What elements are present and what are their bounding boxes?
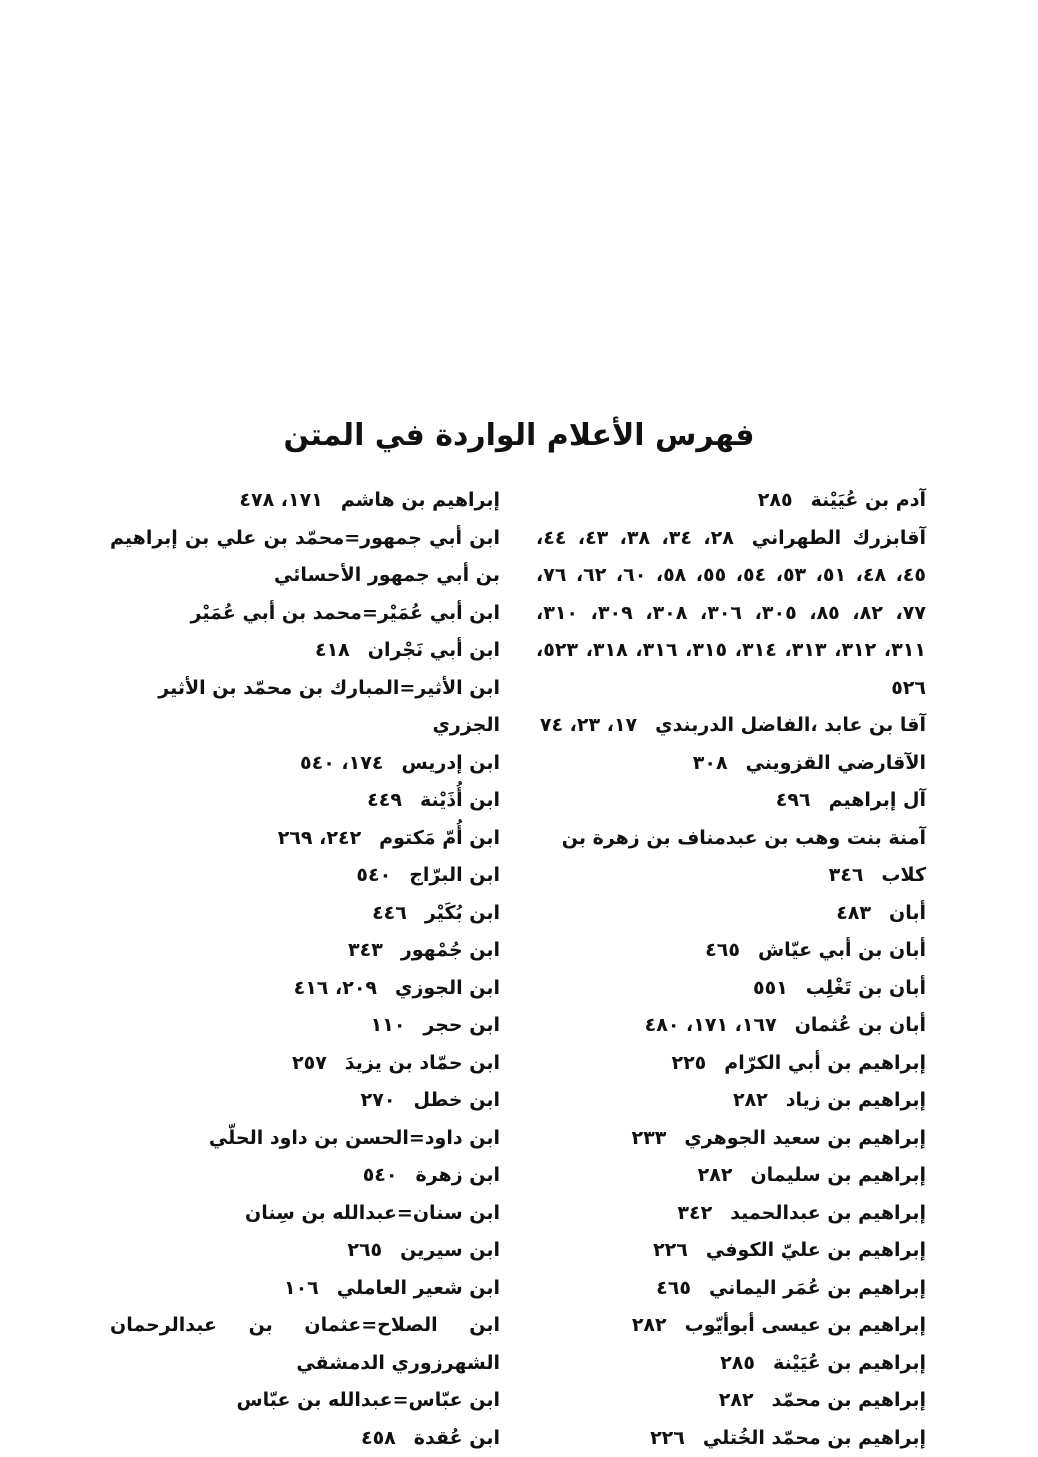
entry-name: آل إبراهيم	[829, 789, 926, 811]
index-entry	[110, 970, 500, 1008]
entry-pages: ٤٤٦	[372, 902, 407, 924]
entry-name: ابن عبّاس=عبدالله بن عبّاس	[236, 1389, 500, 1411]
entry-pages: ١٠٦	[284, 1277, 319, 1299]
index-entry	[110, 1232, 500, 1270]
entry-pages: ١٧١، ٤٧٨	[239, 489, 322, 511]
entry-pages: ٥٤٠	[356, 864, 391, 886]
entry-pages: ٤١٨	[315, 639, 350, 661]
index-entry	[110, 1045, 500, 1083]
index-entry	[110, 1420, 500, 1457]
entry-pages: ٤٤٩	[367, 789, 402, 811]
entry-name: آقا بن عابد ،الفاضل الدربندي	[655, 714, 926, 736]
entry-pages: ٥٤٠	[363, 1164, 398, 1186]
entry-name: ابن أبي جمهور=محمّد بن علي بن إبراهيم بن أبي جمهور الأحسائي	[110, 527, 500, 587]
entry-name: ابن بُكَيْر	[425, 902, 500, 924]
entry-name: ابن سيرين	[400, 1239, 500, 1261]
entry-name: إبراهيم بن عيسى أبوأيّوب	[685, 1314, 926, 1336]
entry-pages: ٢٢٦	[653, 1239, 688, 1261]
entry-pages: ١٧٤، ٥٤٠	[300, 752, 383, 774]
entry-pages: ١١٠	[371, 1014, 406, 1036]
entry-name: إبراهيم بن عبدالحميد	[730, 1202, 926, 1224]
index-entry	[110, 895, 500, 933]
entry-name: ابن الجوزي	[395, 977, 500, 999]
index-entry	[110, 1120, 500, 1158]
index-entry	[536, 707, 926, 745]
entry-name: الآقارضي القزويني	[746, 752, 926, 774]
index-entry	[536, 782, 926, 820]
entry-pages: ٤٩٦	[776, 789, 811, 811]
entry-name: أبان بن تَغْلِب	[806, 977, 926, 999]
entry-name: أبان بن عُثمان	[795, 1014, 926, 1036]
entry-name: ابن خطل	[413, 1089, 500, 1111]
index-entry	[110, 1007, 500, 1045]
entry-pages: ٤٨٣	[836, 902, 871, 924]
entry-pages: ٢٥٧	[292, 1052, 327, 1074]
entry-name: ابن سنان=عبدالله بن سِنان	[245, 1202, 500, 1224]
index-entry	[536, 895, 926, 933]
index-entry	[536, 1345, 926, 1383]
entry-name: إبراهيم بن عليّ الكوفي	[706, 1239, 926, 1261]
index-entry	[110, 932, 500, 970]
entry-pages: ٢٨٢	[698, 1164, 733, 1186]
index-entry	[110, 482, 500, 520]
entry-pages: ٢٨٥	[758, 489, 793, 511]
entry-name: ابن جُمْهور	[401, 939, 500, 961]
entry-pages: ٢٨٢	[632, 1314, 667, 1336]
entry-name: ابن أبي نَجْران	[368, 639, 500, 661]
entry-name: إبراهيم بن سعيد الجوهري	[684, 1127, 926, 1149]
index-entry	[536, 745, 926, 783]
index-entry	[536, 1382, 926, 1420]
entry-name: آمنة بنت وهب بن عبدمناف بن زهرة بن كلاب	[562, 827, 926, 887]
entry-name: ابن عُقدة	[414, 1427, 500, 1449]
index-entry	[110, 782, 500, 820]
entry-name: إبراهيم بن محمّد الخُتلي	[703, 1427, 926, 1449]
entry-name: ابن الصلاح=عثمان بن عبدالرحمان الشهرزوري الدمشقي	[110, 1314, 500, 1374]
index-column-left	[110, 482, 500, 1457]
entry-name: ابن داود=الحسن بن داود الحلّي	[209, 1127, 500, 1149]
entry-name: إبراهيم بن هاشم	[341, 489, 500, 511]
entry-name: إبراهيم بن عُيَيْنة	[773, 1352, 926, 1374]
entry-name: إبراهيم بن عُمَر اليماني	[709, 1277, 926, 1299]
index-entry	[110, 1382, 500, 1420]
entry-pages: ٣٤٢	[677, 1202, 712, 1224]
entry-pages: ٥٥١	[753, 977, 788, 999]
entry-name: ابن حجر	[423, 1014, 500, 1036]
entry-pages: ١٧، ٢٣، ٧٤	[540, 714, 637, 736]
index-entry	[536, 520, 926, 708]
entry-name: ابن أُمّ مَكتوم	[379, 827, 500, 849]
index-column-right	[536, 482, 926, 1457]
index-entry	[110, 1270, 500, 1308]
index-entry	[536, 1045, 926, 1083]
entry-name: آدم بن عُيَيْنة	[811, 489, 926, 511]
index-entry	[536, 1082, 926, 1120]
entry-pages: ٤٦٥	[705, 939, 740, 961]
index-entry	[110, 820, 500, 858]
entry-pages: ٢٤٢، ٢٦٩	[278, 827, 361, 849]
index-entry	[110, 1157, 500, 1195]
entry-name: ابن الأثير=المبارك بن محمّد بن الأثير الجزري	[158, 677, 500, 737]
entry-pages: ٤٦٥	[656, 1277, 691, 1299]
entry-pages: ٤٥٨	[361, 1427, 396, 1449]
page-title: فهرس الأعلام الواردة في المتن	[0, 418, 1038, 453]
entry-pages: ٣٠٨	[693, 752, 728, 774]
index-entry	[110, 1307, 500, 1382]
entry-name: إبراهيم بن محمّد	[772, 1389, 926, 1411]
index-entry	[110, 670, 500, 745]
index-entry	[110, 520, 500, 595]
entry-name: أبان بن أبي عيّاش	[758, 939, 926, 961]
index-entry	[536, 1157, 926, 1195]
entry-pages: ٢٠٩، ٤١٦	[294, 977, 377, 999]
index-entry	[536, 970, 926, 1008]
entry-pages: ٣٤٦	[829, 864, 864, 886]
entry-name: ابن زهرة	[415, 1164, 500, 1186]
index-entry	[536, 1120, 926, 1158]
index-entry	[110, 857, 500, 895]
entry-name: آقابزرك الطهراني	[752, 527, 926, 549]
index-entry	[536, 482, 926, 520]
index-entry	[536, 1307, 926, 1345]
entry-pages: ٢٧٠	[361, 1089, 396, 1111]
entry-name: ابن البرّاج	[409, 864, 500, 886]
index-entry	[110, 632, 500, 670]
entry-pages: ٢٨٥	[720, 1352, 755, 1374]
index-entry	[536, 820, 926, 895]
entry-name: ابن حمّاد بن يزيدَ	[345, 1052, 500, 1074]
entry-pages: ٢٣٣	[632, 1127, 667, 1149]
index-entry	[536, 932, 926, 970]
entry-pages: ٣٤٣	[348, 939, 383, 961]
entry-pages: ٢٨، ٣٤، ٣٨، ٤٣، ٤٤، ٤٥، ٤٨، ٥١، ٥٣، ٥٤، ٥٥، ٥٨، ٦٠، ٦٢، ٧٦، ٧٧، ٨٢، ٨٥، ٣٠٥، ٣٠٦، ٣٠٨، ٣٠٩، ٣١٠، ٣١١، ٣١٢، ٣١٣، ٣١٤، ٣١٥، ٣١٦، ٣١٨، ٥٢٣، ٥٢٦	[536, 527, 926, 699]
index-entry	[110, 745, 500, 783]
index-entry	[536, 1270, 926, 1308]
entry-name: ابن أبي عُمَيْر=محمد بن أبي عُمَيْر	[191, 602, 500, 624]
entry-name: ابن أُذَيْنة	[420, 789, 500, 811]
entry-pages: ٢٨٢	[719, 1389, 754, 1411]
entry-pages: ٢٢٥	[671, 1052, 706, 1074]
entry-name: إبراهيم بن أبي الكرّام	[724, 1052, 926, 1074]
entry-pages: ١٦٧، ١٧١، ٤٨٠	[645, 1014, 777, 1036]
entry-pages: ٢٢٦	[650, 1427, 685, 1449]
entry-name: ابن شعير العاملي	[337, 1277, 500, 1299]
entry-name: إبراهيم بن زياد	[786, 1089, 926, 1111]
index-entry	[110, 1082, 500, 1120]
index-entry	[536, 1195, 926, 1233]
entry-name: إبراهيم بن سليمان	[750, 1164, 926, 1186]
index-entry	[536, 1420, 926, 1457]
index-entry	[536, 1232, 926, 1270]
entry-pages: ٢٦٥	[347, 1239, 382, 1261]
entry-pages: ٢٨٢	[733, 1089, 768, 1111]
index-entry	[536, 1007, 926, 1045]
index-entry	[110, 595, 500, 633]
entry-name: ابن إدريس	[401, 752, 500, 774]
index-entry	[110, 1195, 500, 1233]
entry-name: أبان	[889, 902, 926, 924]
